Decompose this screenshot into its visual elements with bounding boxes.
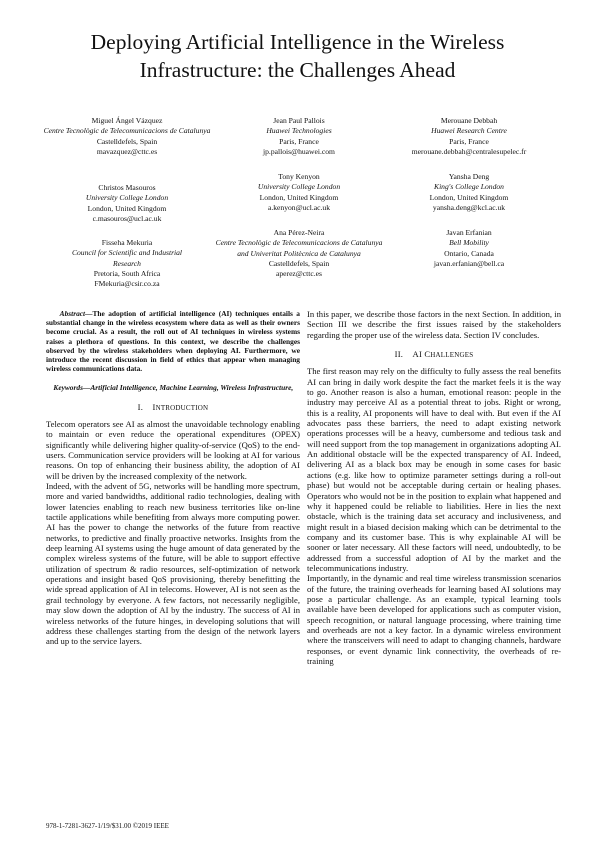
author-affiliation: Bell Mobility [449, 238, 489, 248]
author-block [384, 228, 554, 269]
author-location: London, United Kingdom [87, 203, 167, 213]
author-affiliation: Centre Tecnològic de Telecomunicacions de Catalunya [43, 126, 211, 136]
paragraph: Indeed, with the advent of 5G, networks will be handling more spectrum, more and varied bandwidths, additional radio technologies, dealing with lower latencies enabling to reach new business territories like on-line tactile applications while benefiting from always more computing power. AI has the power to change the networks of the future from reactive networks, to predictive and finally proactive networks. Insights from the deep learning AI systems using the huge amount of data generated by the complex wireless systems of the future, will be able to support effective utilization of spectrum & radio resources, self-optimization of network operations and insight based QoS provisioning, thereby benefitting the wide spread application of AI in telecoms. However, AI is not seen as the grail technology by everyone. A few factors, not necessarily negligible, may slow down the adoption of AI by the industry. The success of AI in wireless networks of the future hinges, in developing solutions that will address these challenges starting from the design of the network layers and up to the service layers. [46, 481, 300, 647]
paragraph: In this paper, we describe those factors in the next Section. In addition, in Section III we describe the first issues raised by the stakeholders regarding the proper use of the wireless data. Section IV concludes. [307, 309, 561, 340]
author-location: Paris, France [449, 136, 489, 146]
author-location: Pretoria, South Africa [93, 268, 161, 278]
author-name: Yansha Deng [448, 172, 490, 181]
paragraph: Telecom operators see AI as almost the unavoidable technology enabling to maintain or even reduce the operational expenditures (OPEX) significantly while delivering higher quality-of-service (QoS) to the end-users. Communication service providers will be looking at AI for various reasons. On top of enhancing their business ability, the adoption of AI will be driven by the increased complexity of the network. [46, 418, 300, 481]
abstract [46, 309, 300, 373]
author-affiliation: University College London [85, 193, 169, 203]
author-email: aperez@cttc.es [276, 269, 322, 279]
author-location: London, United Kingdom [429, 192, 509, 202]
author-email: javan.erfanian@bell.ca [433, 258, 505, 268]
author-email: FMekuria@csir.co.za [94, 279, 160, 289]
author-block [42, 238, 212, 289]
author-email: jp.pallois@huawei.com [263, 146, 335, 156]
author-name: Jean Paul Pallois [273, 116, 325, 125]
author-block [214, 116, 384, 157]
author-block [42, 183, 212, 224]
author-name: Fisseha Mekuria [101, 238, 153, 247]
copyright-footer: 978-1-7281-3627-1/19/$31.00 ©2019 IEEE [46, 822, 169, 830]
author-block [214, 228, 384, 279]
author-affiliation: University College London [257, 182, 341, 192]
author-name: Miguel Ángel Vázquez [91, 116, 163, 125]
author-location: Castelldefels, Spain [268, 258, 330, 268]
keywords [46, 383, 300, 392]
author-affiliation: Centre Tecnològic de Telecomunicacions de Catalunya and Univeritat Politècnica de Catalunya [215, 238, 383, 258]
author-affiliation: King's College London [434, 182, 504, 192]
author-location: London, United Kingdom [259, 192, 339, 202]
author-name: Merouane Debbah [440, 116, 498, 125]
keywords-label: Keywords— [53, 383, 91, 393]
paragraph: Importantly, in the dynamic and real time wireless transmission scenarios of the future, the training overheads for learning based AI solutions may pose a particular challenge. As an example, typical learning tools available have been developed for applications such as computer vision, speech recognition, or natural language processing, where training time and overheads are not a key factor. In a dynamic wireless environment where the transceivers will need to adapt to changing channels, hardware responses, or event dynamic link connectivity, the overheads of re-training [307, 573, 561, 666]
section-heading-introduction: I. INTRODUCTION [137, 401, 209, 412]
author-block [384, 116, 554, 157]
author-name: Javan Erfanian [446, 228, 492, 237]
author-block [384, 172, 554, 213]
abstract-text: The adoption of artificial intelligence (AI) techniques entails a substantial change in the wireless ecosystem where data as well as their owners become crucial. As a result, the roll out of AI techniques in wireless systems raises a plethora of questions. In this context, we describe the challenges observed by the wireless stakeholders when deploying AI. Furthermore, we introduce the recent discussion in field of ethics that appear when managing wireless communications data. [46, 309, 301, 374]
left-column [46, 309, 300, 647]
author-affiliation: Huawei Technologies [266, 126, 332, 136]
abstract-label: Abstract— [59, 309, 93, 318]
author-location: Castelldefels, Spain [96, 136, 158, 146]
keywords-text: Artificial Intelligence, Machine Learning, Wireless Infrastructure, [90, 383, 294, 393]
author-email: a.kenyon@ucl.ac.uk [267, 202, 331, 212]
author-location: Paris, France [279, 136, 319, 146]
paragraph: The first reason may rely on the difficulty to fully assess the real benefits AI can bring in daily work despite the fact the market feels it is the way to go. Another reason is also a human, emotional reason: people in the industry may perceive AI as a potential threat to jobs. Right or wrong, this is a reality, AI proponents will have to deal with. But even if the AI advocates pass these barriers, the need to adapt existing network operations processes will be a heavy, cumbersome and tedious task and will need support from the top management in organizations adopting AI. An additional obstacle will be the expected transparency of AI. Indeed, delivering AI as a black box may be enough in some cases for basic actions (e.g. like how to optimize parameter settings during a roll-out phase) but would not be acceptable during certain or healing phases. Operators who would not be in the position to explain what happened and why it happened could be reliable to liabilities. Here in lies the next obstacle, which is the training data set accuracy and inclusiveness, and might result in a biased decision making which can be detrimental to the company and its customer base. This is why explainable AI will be sooner or later necessary. All these factors will need, undoubtedly, to be addressed from a successful adoption of AI by the market and the telecommunications industry. [307, 366, 561, 573]
right-column [307, 309, 561, 666]
paper-title: Deploying Artificial Intelligence in the Wireless Infrastructure: the Challenges Ahead [90, 30, 505, 82]
author-block [42, 116, 212, 157]
author-affiliation: Huawei Research Centre [431, 126, 507, 136]
author-email: yansha.deng@kcl.ac.uk [432, 202, 506, 212]
author-affiliation: Council for Scientific and Industrial Research [71, 248, 183, 268]
author-location: Ontario, Canada [444, 248, 494, 258]
author-name: Ana Pérez-Neira [273, 228, 325, 237]
author-name: Tony Kenyon [278, 172, 320, 181]
author-block [214, 172, 384, 213]
author-email: merouane.debbah@centralesupelec.fr [411, 146, 527, 156]
author-email: c.masouros@ucl.ac.uk [92, 213, 162, 223]
section-heading-ai-challenges: II. AI CHALLENGES [394, 349, 474, 360]
author-name: Christos Masouros [98, 183, 156, 192]
author-email: mavazquez@cttc.es [96, 146, 158, 156]
